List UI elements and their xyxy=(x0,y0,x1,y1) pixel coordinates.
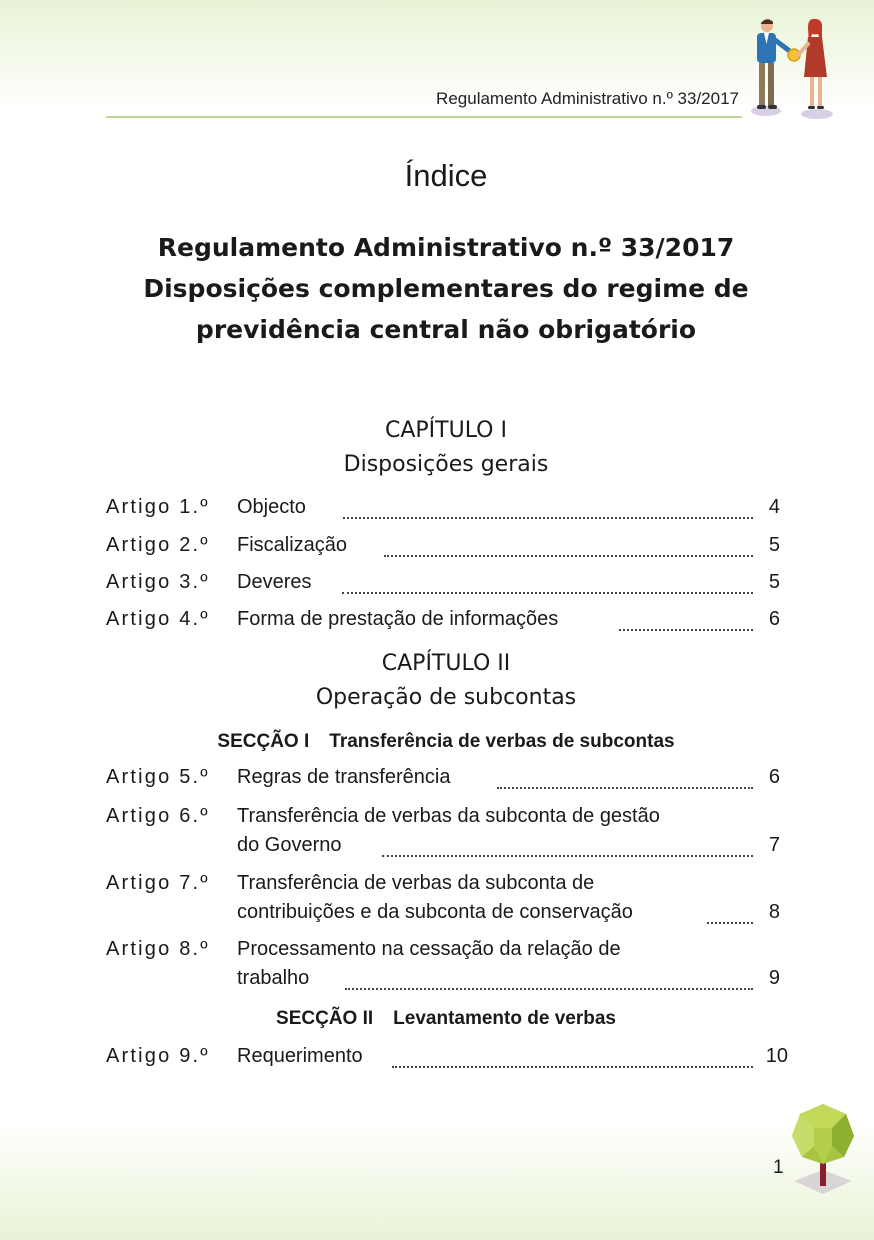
document-title xyxy=(0,227,874,350)
toc-entry[interactable] xyxy=(0,872,874,923)
section-heading xyxy=(0,1008,874,1030)
article-title-continuation: do Governo xyxy=(237,834,342,856)
article-title-continuation: contribuições e da subconta de conservação xyxy=(237,901,633,923)
article-title: Regras de transferência xyxy=(237,766,451,788)
chapter-title: Operação de subcontas xyxy=(315,685,577,710)
chapter-number: CAPÍTULO II xyxy=(381,651,511,676)
article-title: Fiscalização xyxy=(237,534,348,556)
toc-entry[interactable] xyxy=(0,571,874,601)
article-label: Artigo 5.º xyxy=(106,766,210,788)
article-label: Artigo 7.º xyxy=(106,872,210,894)
footer-background xyxy=(0,1120,874,1240)
article-label: Artigo 9.º xyxy=(106,1045,210,1067)
article-title: Transferência de verbas da subconta de gestão xyxy=(237,805,660,827)
document-title-line-2: Disposições complementares do regime de xyxy=(143,274,749,303)
article-label: Artigo 8.º xyxy=(106,938,210,960)
section-heading xyxy=(0,731,874,753)
page-number: 5 xyxy=(768,571,780,593)
page-number: 6 xyxy=(768,766,780,788)
article-label: Artigo 2.º xyxy=(106,534,210,556)
article-title: Forma de prestação de informações xyxy=(237,608,559,630)
dot-leader xyxy=(707,916,753,924)
footer-page-number: 1 xyxy=(773,1157,784,1178)
article-title: Requerimento xyxy=(237,1045,363,1067)
section-number: SECÇÃO I xyxy=(217,731,310,752)
article-title: Objecto xyxy=(237,496,306,518)
section-title: Levantamento de verbas xyxy=(393,1008,616,1029)
index-title: Índice xyxy=(404,158,488,193)
header-divider xyxy=(106,116,742,118)
chapter-heading xyxy=(0,647,874,715)
toc-entry[interactable] xyxy=(0,805,874,856)
chapter-number: CAPÍTULO I xyxy=(385,418,507,443)
running-header: Regulamento Administrativo n.º 33/2017 xyxy=(436,89,739,108)
dot-leader xyxy=(619,623,753,631)
page-number: 5 xyxy=(768,534,780,556)
page-number: 9 xyxy=(768,967,780,989)
article-label: Artigo 4.º xyxy=(106,608,210,630)
page-number: 10 xyxy=(765,1045,788,1067)
tree-illustration xyxy=(786,1102,860,1198)
toc-entry[interactable] xyxy=(0,608,874,638)
toc-entry[interactable] xyxy=(0,766,874,796)
dot-leader xyxy=(343,511,753,519)
article-label: Artigo 1.º xyxy=(106,496,210,518)
section-number: SECÇÃO II xyxy=(276,1008,374,1029)
dot-leader xyxy=(345,982,753,990)
dot-leader xyxy=(392,1060,753,1068)
dot-leader xyxy=(497,781,753,789)
page-number: 4 xyxy=(768,496,780,518)
document-title-line-3: previdência central não obrigatório xyxy=(195,315,697,344)
dot-leader xyxy=(382,849,753,857)
toc-entry[interactable] xyxy=(0,1045,874,1075)
chapter-title: Disposições gerais xyxy=(343,452,549,477)
toc-entry[interactable] xyxy=(0,938,874,989)
page-number: 6 xyxy=(768,608,780,630)
article-title: Processamento na cessação da relação de xyxy=(237,938,621,960)
dot-leader xyxy=(342,586,753,594)
article-title: Transferência de verbas da subconta de xyxy=(237,872,595,894)
dot-leader xyxy=(384,549,753,557)
article-title-continuation: trabalho xyxy=(237,967,310,989)
article-label: Artigo 3.º xyxy=(106,571,210,593)
article-label: Artigo 6.º xyxy=(106,805,210,827)
document-title-line-1: Regulamento Administrativo n.º 33/2017 xyxy=(157,233,735,262)
chapter-heading xyxy=(0,414,874,482)
article-title: Deveres xyxy=(237,571,312,593)
toc-entry[interactable] xyxy=(0,534,874,564)
page-number: 7 xyxy=(768,834,780,856)
toc-entry[interactable] xyxy=(0,496,874,526)
section-title: Transferência de verbas de subcontas xyxy=(329,731,675,752)
people-exchanging-coin-illustration xyxy=(748,14,840,122)
page-number: 8 xyxy=(768,901,780,923)
